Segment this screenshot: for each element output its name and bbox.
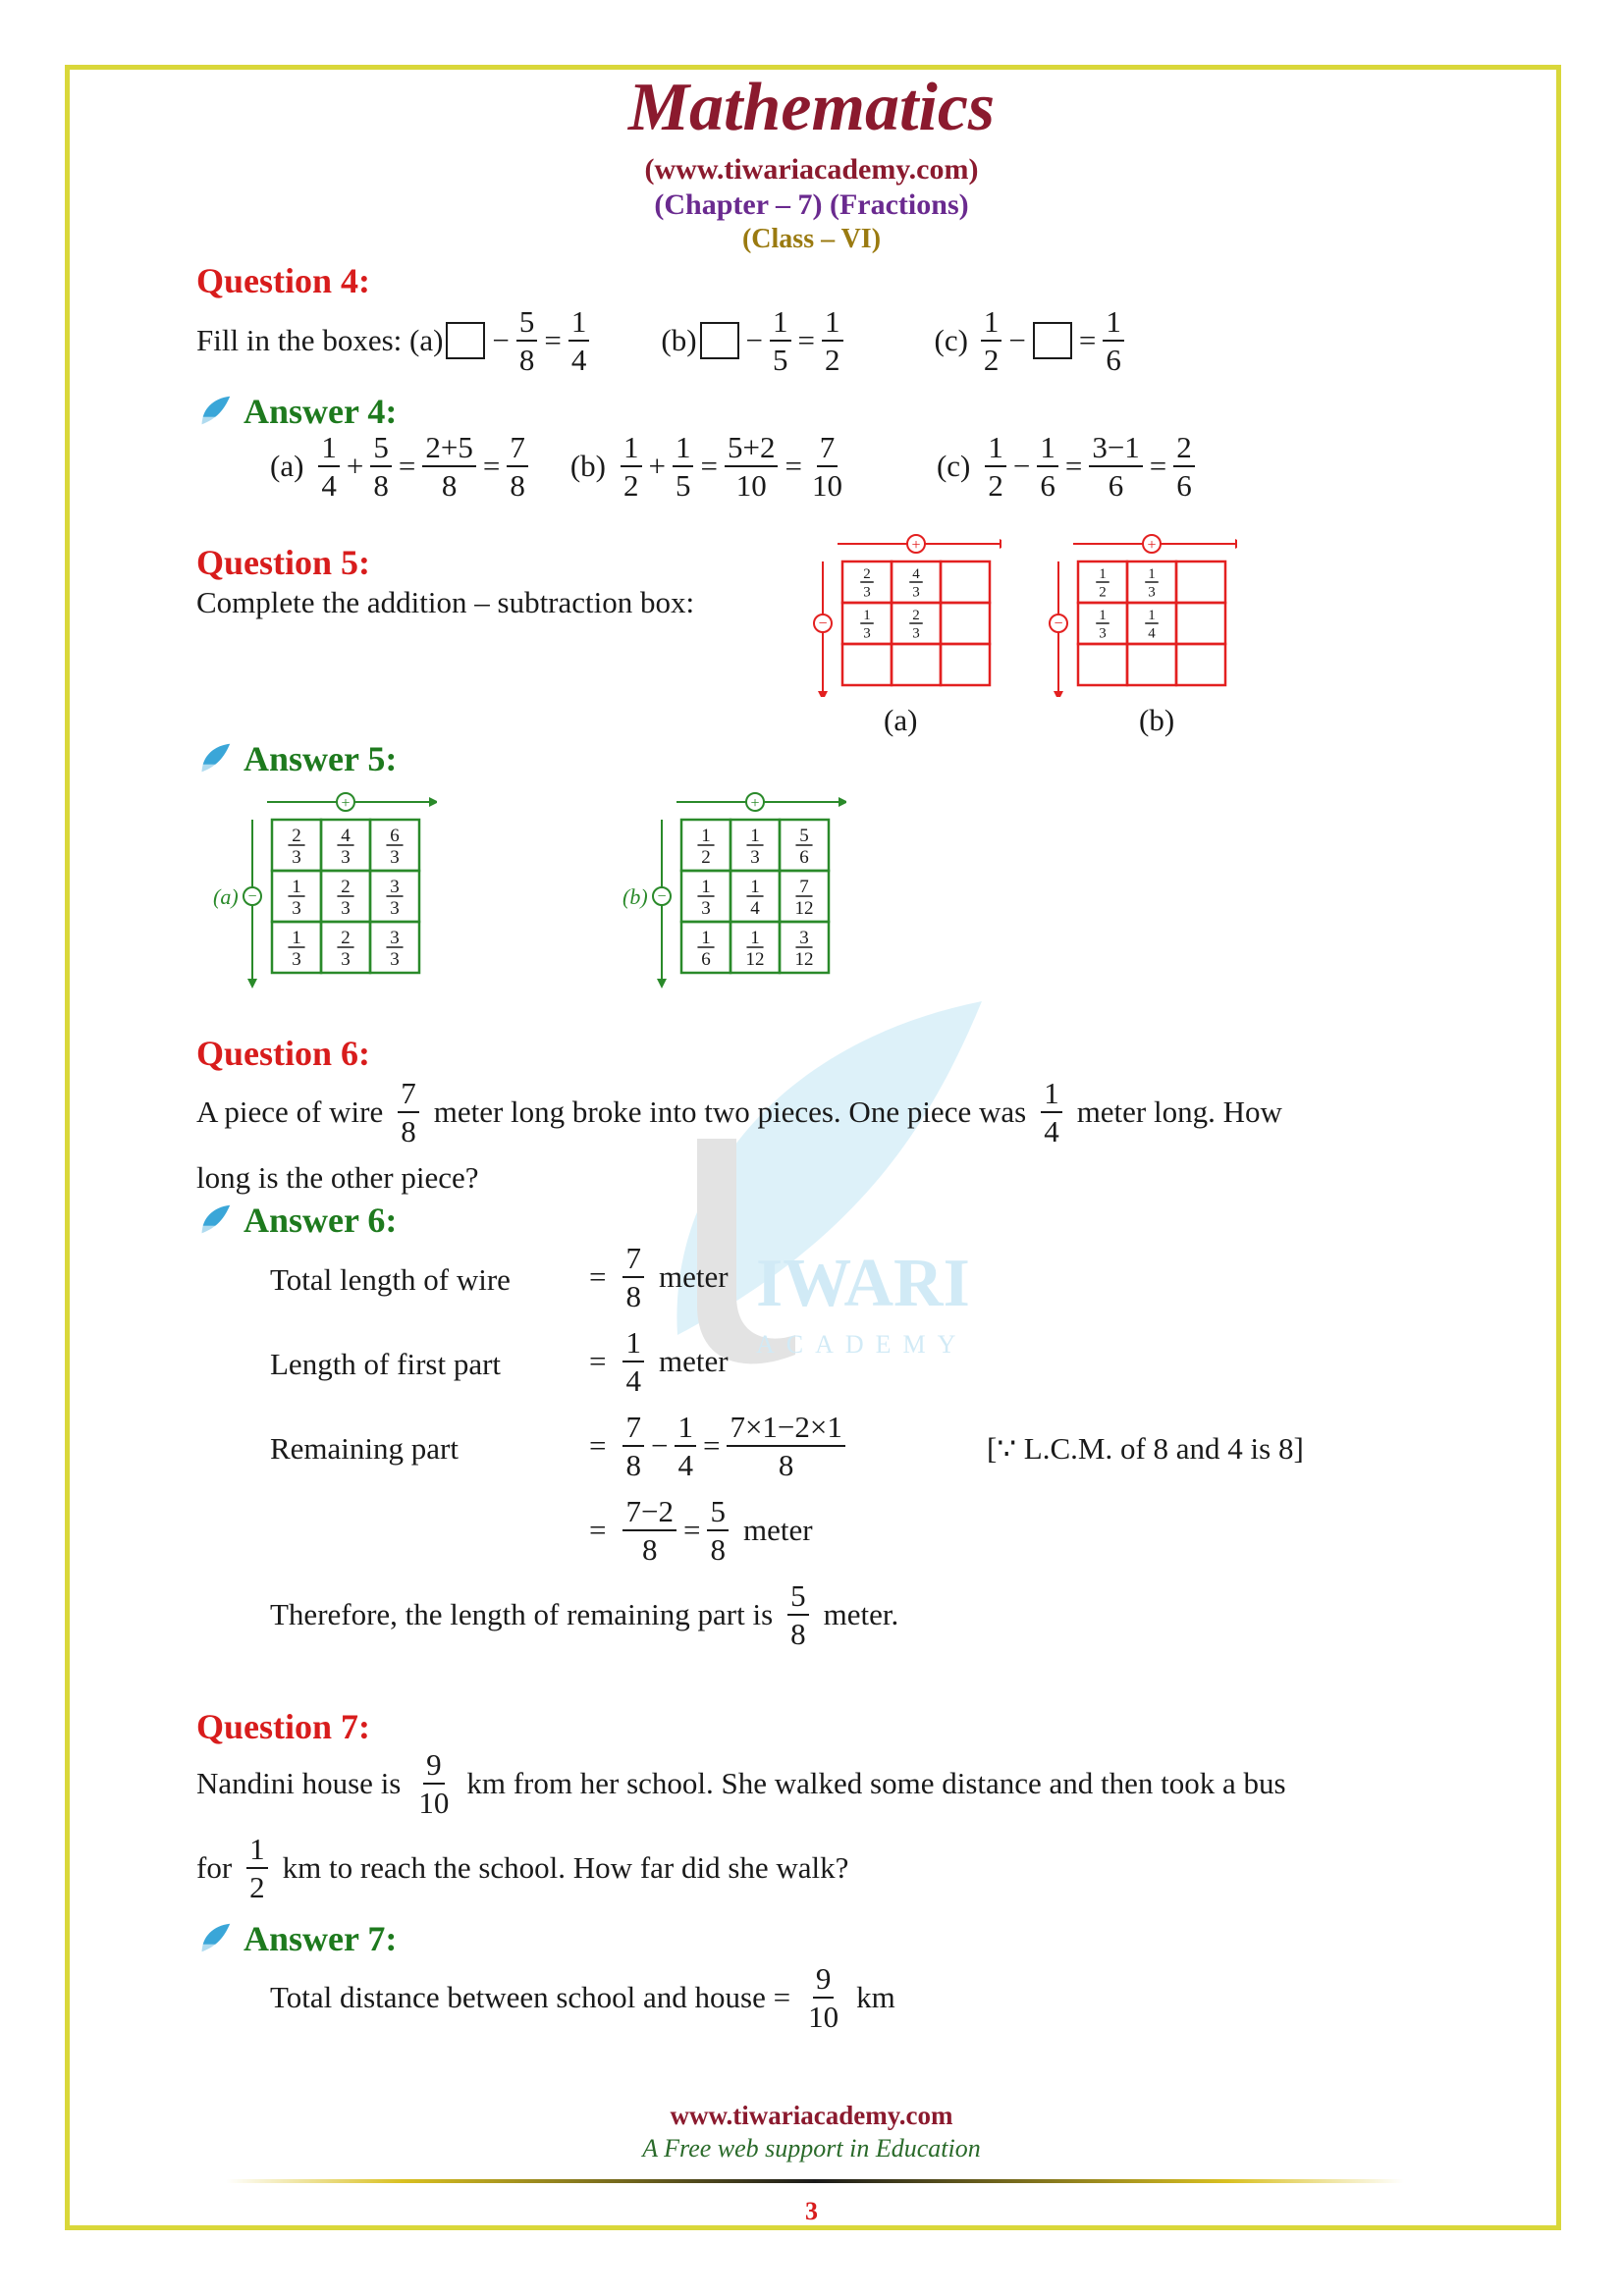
question-4-body: Fill in the boxes: (a) − $\frac{5}{8}$ = $\frac{1}{4}$ (b) − $\frac{1}{5}$ = $\frac{1}{2}$ (c) $\frac{1}{2}$ − = $\frac{1}{6}$ [196,306,1127,375]
a6-lcm-note: [∵ L.C.M. of 8 and 4 is 8] [987,1431,1304,1466]
a6-first-label: Length of first part [270,1347,502,1381]
a5a-cell-numerator: 3 [390,928,400,948]
a5b-cell-denominator: 12 [794,949,814,971]
footer-website-link[interactable]: www.tiwariacademy.com [670,2101,953,2130]
page-title: Mathematics [627,70,996,145]
svg-text:+: + [1147,537,1157,554]
a5a-cell-numerator: 2 [341,928,351,948]
q5a-cell [941,644,990,685]
q5-caption-a: (a) [884,703,918,737]
q4c-blank-box[interactable] [1033,322,1072,359]
a5b-cell-numerator: 1 [750,928,760,948]
a5a-cell-denominator: 3 [341,949,351,971]
a5b-cell-numerator: 1 [701,928,711,948]
a6-simplified-value: = $\frac{7-2}{8}$ = $\frac{5}{8}$ meter [589,1494,813,1567]
q5b-cell-numerator: 1 [1148,566,1156,582]
a5b-cell-denominator: 2 [701,847,711,869]
q4-c-label: (c) [934,323,968,357]
q5a-cell [842,644,892,685]
q5a-cell [892,644,941,685]
svg-text:ACADEMY: ACADEMY [756,1330,968,1359]
svg-text:IWARI: IWARI [756,1246,970,1321]
svg-text:+: + [911,537,921,554]
a5a-cell-denominator: 3 [292,898,301,920]
a6-conclusion: Therefore, the length of remaining part is $\frac{5}{8}$ meter. [270,1578,899,1651]
a5b-cell-denominator: 3 [701,898,711,920]
a5b-cell-denominator: 6 [701,949,711,971]
q5-caption-b: (b) [1139,703,1175,737]
a5b-cell-numerator: 1 [701,877,711,897]
q5a-cell-denominator: 3 [863,625,871,642]
tiwari-logo-icon [196,740,234,777]
q5b-cell [1176,644,1225,685]
a5a-cell-denominator: 3 [390,898,400,920]
question-7-line1: Nandini house is $\frac{9}{10}$ km from her school. She walked some distance and then took a bus [196,1747,1286,1820]
a5a-cell-numerator: 4 [341,826,351,846]
question-6-line2: long is the other piece? [196,1160,479,1195]
tiwari-logo-icon [196,393,234,430]
a5b-cell-denominator: 4 [750,898,760,920]
footer-tagline: A Free web support in Education [642,2134,981,2163]
question-6-line1: A piece of wire $\frac{7}{8}$ meter long broke into two pieces. One piece was $\frac{1}{4}$ meter long. How [196,1076,1282,1148]
header-website[interactable]: (www.tiwariacademy.com) [644,153,979,186]
q4-b-label: (b) [661,323,697,357]
q5a-cell [941,561,990,603]
a5a-cell-denominator: 3 [390,847,400,869]
a5-grid-a [191,780,437,991]
a5a-cell-numerator: 2 [292,826,301,846]
q5-grid-a [805,530,1001,697]
q5a-cell-numerator: 2 [912,608,920,623]
a5b-cell-denominator: 3 [750,847,760,869]
header-chapter: (Chapter – 7) (Fractions) [654,188,969,221]
q5b-cell-denominator: 3 [1148,584,1156,601]
question-7-heading: Question 7: [196,1707,371,1746]
svg-text:−: − [657,888,667,905]
a5b-cell-numerator: 1 [701,826,711,846]
q5-grid-b [1041,530,1237,697]
a5a-cell-numerator: 6 [390,826,400,846]
question-6-heading: Question 6: [196,1034,371,1073]
q5b-cell-numerator: 1 [1099,608,1107,623]
a5b-label: (b) [622,884,648,909]
q5b-cell [1176,603,1225,644]
q5b-cell [1078,644,1127,685]
svg-text:−: − [1054,615,1063,632]
q5a-cell [941,603,990,644]
answer-6-heading: Answer 6: [196,1200,397,1241]
question-7-line2: for $\frac{1}{2}$ km to reach the school. How far did she walk? [196,1832,849,1904]
a6-remaining-label: Remaining part [270,1431,459,1466]
a5b-cell-denominator: 6 [799,847,809,869]
a5b-cell-numerator: 1 [750,826,760,846]
q5a-cell-numerator: 4 [912,566,920,582]
q4a-blank-box[interactable] [446,322,485,359]
page-number: 3 [805,2197,818,2225]
q4-prompt: Fill in the boxes: (a) [196,323,444,357]
q5a-cell-denominator: 3 [912,625,920,642]
a5a-cell-numerator: 2 [341,877,351,897]
a5b-cell-denominator: 12 [745,949,765,971]
q5b-cell-denominator: 3 [1099,625,1107,642]
a5a-cell-denominator: 3 [292,847,301,869]
svg-text:+: + [341,795,351,812]
a5a-cell-denominator: 3 [341,847,351,869]
a5a-cell-numerator: 1 [292,877,301,897]
q4b-blank-box[interactable] [700,322,739,359]
q5b-cell [1176,561,1225,603]
a6-total-label: Total length of wire [270,1262,511,1297]
a5a-cell-denominator: 3 [341,898,351,920]
q5a-cell-denominator: 3 [863,584,871,601]
a5-grid-b [601,780,846,991]
q5b-cell-denominator: 2 [1099,584,1107,601]
a5a-cell-denominator: 3 [292,949,301,971]
svg-text:−: − [247,888,257,905]
svg-text:−: − [818,615,828,632]
header-class: (Class – VI) [741,224,882,254]
a6-remaining-value: = $\frac{7}{8}$ − $\frac{1}{4}$ = $\frac{7\times 1-2\times 1}{8}$ [589,1412,848,1480]
a5b-cell-numerator: 3 [799,928,809,948]
tiwari-logo-icon [196,1920,234,1957]
answer-7-heading: Answer 7: [196,1918,397,1959]
a5a-label: (a) [213,884,239,909]
q5b-cell [1127,644,1176,685]
question-4-heading: Question 4: [196,261,371,300]
svg-text:+: + [750,795,760,812]
q5a-cell-numerator: 1 [863,608,871,623]
tiwari-logo-icon [196,1201,234,1239]
q5a-cell-numerator: 2 [863,566,871,582]
q5b-cell-denominator: 4 [1148,625,1156,642]
a5a-cell-denominator: 3 [390,949,400,971]
answer-4-body: (a) $\frac{1}{4}$ + $\frac{5}{8}$ = $\frac{2+5}{8}$ = $\frac{7}{8}$ (b) $\frac{1}{2}$ + $\frac{1}{5}$ = $\frac{5+2}{10}$ = $\frac{7}{10}$ (c) $\frac{1}{2}$ − $\frac{1}{6}$ = $\frac{3-1}{6}$ = $\frac{2}{6}$ [270,432,1198,501]
answer-5-heading: Answer 5: [196,738,397,779]
a5b-cell-numerator: 1 [750,877,760,897]
q5b-cell-numerator: 1 [1099,566,1107,582]
question-5-heading: Question 5: [196,543,371,582]
question-5-prompt: Complete the addition – subtraction box: [196,585,695,619]
a6-total-value: = $\frac{7}{8}$ meter [589,1241,729,1313]
a5a-cell-numerator: 3 [390,877,400,897]
a6-first-value: = $\frac{1}{4}$ meter [589,1325,729,1398]
q5b-cell-numerator: 1 [1148,608,1156,623]
answer-4-heading: Answer 4: [196,391,397,432]
q5a-cell-denominator: 3 [912,584,920,601]
a7-total-distance: Total distance between school and house = $\frac{9}{10}$ km [270,1961,895,2034]
a5b-cell-numerator: 5 [799,826,809,846]
a5a-cell-numerator: 1 [292,928,301,948]
a5b-cell-denominator: 12 [794,898,814,920]
a5b-cell-numerator: 7 [799,877,809,897]
footer-divider [226,2179,1404,2183]
